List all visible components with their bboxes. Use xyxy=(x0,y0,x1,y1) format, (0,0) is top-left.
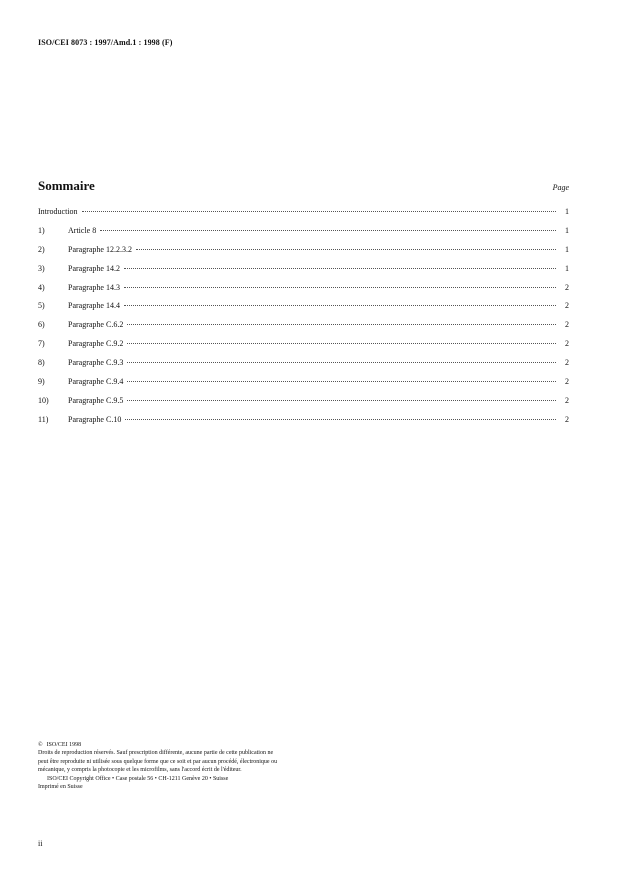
toc-entry xyxy=(38,377,569,396)
toc-entry xyxy=(38,358,569,377)
toc-leader-dots xyxy=(124,305,556,306)
toc-title: Sommaire xyxy=(38,178,95,193)
toc-entry-label: Introduction xyxy=(38,207,78,216)
toc-leader-dots xyxy=(100,230,556,231)
toc-leader-dots xyxy=(127,343,556,344)
copyright-text-2: peut être reproduite ni utilisée sous quelque forme que ce soit et par aucun procédé, électronique ou xyxy=(38,758,278,765)
toc-entry-page: 1 xyxy=(565,244,569,254)
toc-entry-label: Paragraphe C.10 xyxy=(68,414,122,424)
toc-entry-page: 1 xyxy=(565,225,569,235)
copyright-symbol: © xyxy=(38,742,43,748)
toc-entry-label: Paragraphe C.9.2 xyxy=(68,339,124,349)
copyright-text-3: mécanique, y compris la photocopie et les microfilms, sans l'accord écrit de l'éditeur. xyxy=(38,767,242,774)
toc-leader-dots xyxy=(127,324,556,325)
toc-entry-number: 4) xyxy=(38,282,45,292)
toc-entry-label: Paragraphe C.9.4 xyxy=(68,377,124,387)
toc-entry-page: 2 xyxy=(565,282,569,292)
toc-entry-label: Paragraphe C.9.5 xyxy=(68,395,124,405)
toc-entry-page: 1 xyxy=(565,207,569,216)
toc-entry-number: 2) xyxy=(38,244,45,254)
toc-entry-number: 8) xyxy=(38,358,45,368)
toc-leader-dots xyxy=(124,268,556,269)
toc-entry xyxy=(38,396,569,415)
copyright-line xyxy=(38,741,398,749)
toc-entry-number: 3) xyxy=(38,263,45,273)
toc-entry xyxy=(38,283,569,302)
copyright-block xyxy=(38,741,398,791)
toc-leader-dots xyxy=(127,381,556,382)
toc-entry-number: 11) xyxy=(38,414,49,424)
printed-in: Imprimé en Suisse xyxy=(38,784,83,791)
toc-entry-label: Paragraphe 14.4 xyxy=(68,301,120,311)
toc-leader-dots xyxy=(125,419,556,420)
copyright-address: ISO/CEI Copyright Office • Case postale 56 • CH-1211 Genève 20 • Suisse xyxy=(47,775,229,782)
toc-entry-page: 2 xyxy=(565,339,569,349)
toc-entry-page: 2 xyxy=(565,301,569,311)
toc-entry-page: 2 xyxy=(565,320,569,330)
table-of-contents xyxy=(38,207,569,434)
toc-page-label: Page xyxy=(552,183,569,192)
toc-entry xyxy=(38,207,569,226)
toc-entry-number: 6) xyxy=(38,320,45,330)
toc-leader-dots xyxy=(82,211,556,212)
toc-entry-label: Article 8 xyxy=(68,225,97,235)
toc-leader-dots xyxy=(136,249,556,250)
toc-entry xyxy=(38,301,569,320)
toc-entry-number: 5) xyxy=(38,301,45,311)
toc-entry-number: 7) xyxy=(38,339,45,349)
toc-leader-dots xyxy=(124,287,556,288)
toc-entry-label: Paragraphe C.9.3 xyxy=(68,358,124,368)
toc-entry-page: 2 xyxy=(565,395,569,405)
toc-entry-page: 2 xyxy=(565,414,569,424)
document-header: ISO/CEI 8073 : 1997/Amd.1 : 1998 (F) xyxy=(38,38,173,47)
toc-entry-number: 10) xyxy=(38,395,49,405)
page-number: ii xyxy=(38,839,43,848)
toc-entry-page: 1 xyxy=(565,263,569,273)
toc-entry-number: 1) xyxy=(38,225,45,235)
toc-entry xyxy=(38,415,569,434)
toc-entry xyxy=(38,264,569,283)
toc-heading xyxy=(38,178,569,194)
toc-entry-label: Paragraphe 12.2.3.2 xyxy=(68,244,132,254)
copyright-holder: ISO/CEI 1998 xyxy=(46,742,82,748)
toc-entry-label: Paragraphe C.6.2 xyxy=(68,320,124,330)
toc-entry-number: 9) xyxy=(38,377,45,387)
toc-leader-dots xyxy=(127,362,556,363)
toc-entry xyxy=(38,320,569,339)
toc-entry-label: Paragraphe 14.3 xyxy=(68,282,120,292)
toc-entry-page: 2 xyxy=(565,377,569,387)
toc-entry xyxy=(38,339,569,358)
toc-entry-page: 2 xyxy=(565,358,569,368)
toc-entry xyxy=(38,226,569,245)
toc-entry-label: Paragraphe 14.2 xyxy=(68,263,120,273)
toc-leader-dots xyxy=(127,400,556,401)
copyright-text-1: Droits de reproduction réservés. Sauf prescription différente, aucune partie de cette publication ne xyxy=(38,750,274,757)
toc-entry xyxy=(38,245,569,264)
